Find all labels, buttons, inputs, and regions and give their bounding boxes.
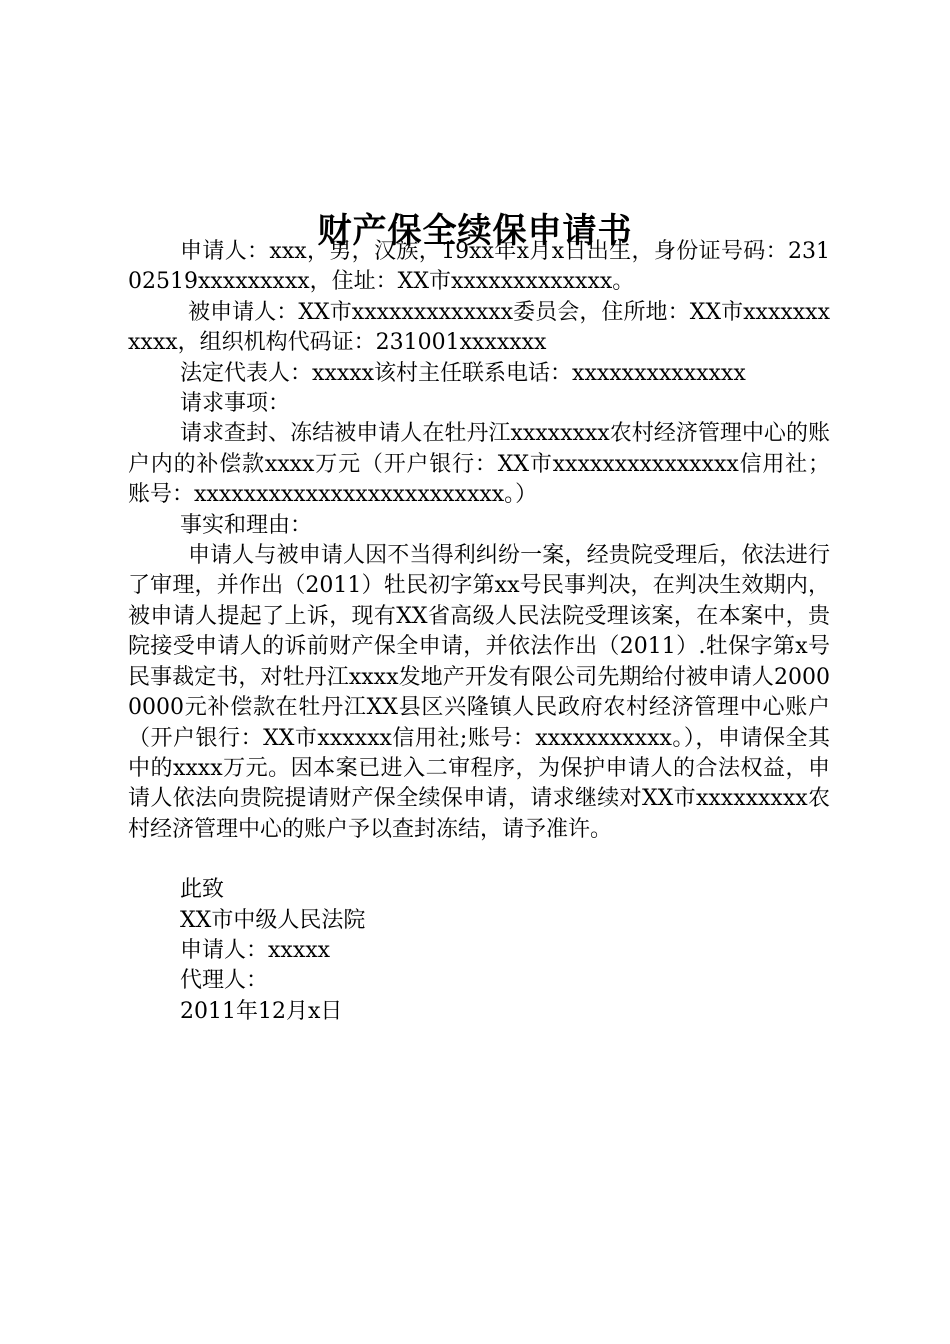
date-line: 2011年12月x日 (180, 998, 343, 1024)
facts-heading: 事实和理由： (180, 512, 313, 538)
document-body (128, 237, 830, 1027)
request-heading: 请求事项： (180, 391, 291, 417)
closing-spacer (128, 845, 830, 875)
document-title: 财产保全续保申请书 (317, 210, 633, 251)
facts-paragraph: 申请人与被申请人因不当得利纠纷一案，经贵院受理后，依法进行了审理，并作出（2011）牡民初字第xx号民事判决，在判决生效期内，被申请人提起了上诉，现有XX省高级人民法院受理该案，在本案中，贵院接受申请人的诉前财产保全申请，并依法作出（2011）.牡保字第x号民事裁定书，对牡丹江xxxx发地产开发有限公司先期给付被申请人20000000元补偿款在牡丹江XX县区兴隆镇人民政府农村经济管理中心账户（开户银行：XX市xxxxxx信用社;账号：xxxxxxxxxxx。），申请保全其中的xxxx万元。因本案已进入二审程序，为保护申请人的合法权益，申请人依法向贵院提请财产保全续保申请，请求继续对XX市xxxxxxxxx农村经济管理中心的账户予以查封冻结，请予准许。 (128, 543, 830, 842)
request-paragraph: 请求查封、冻结被申请人在牡丹江xxxxxxxx农村经济管理中心的账户内的补偿款xxxx万元（开户银行：XX市xxxxxxxxxxxxxxx信用社；账号：xxxxxxxxxxxxxxxxxxxxxxxxx。） (128, 421, 830, 508)
salutation-line: 此致 (180, 877, 225, 903)
court-line: XX市中级人民法院 (180, 907, 366, 933)
legal-representative-line: 法定代表人：xxxxx该村主任联系电话：xxxxxxxxxxxxxx (180, 360, 746, 386)
agent-line: 代理人： (180, 968, 269, 994)
respondent-paragraph: 被申请人：XX市xxxxxxxxxxxxx委员会，住所地：XX市xxxxxxxxxxx，组织机构代码证：231001xxxxxxx (128, 299, 830, 356)
signer-line: 申请人：xxxxx (180, 937, 331, 963)
applicant-paragraph: 申请人：xxx，男，汉族，19xx年x月x日出生，身份证号码：23102519xxxxxxxxx，住址：XX市xxxxxxxxxxxxx。 (128, 239, 830, 295)
